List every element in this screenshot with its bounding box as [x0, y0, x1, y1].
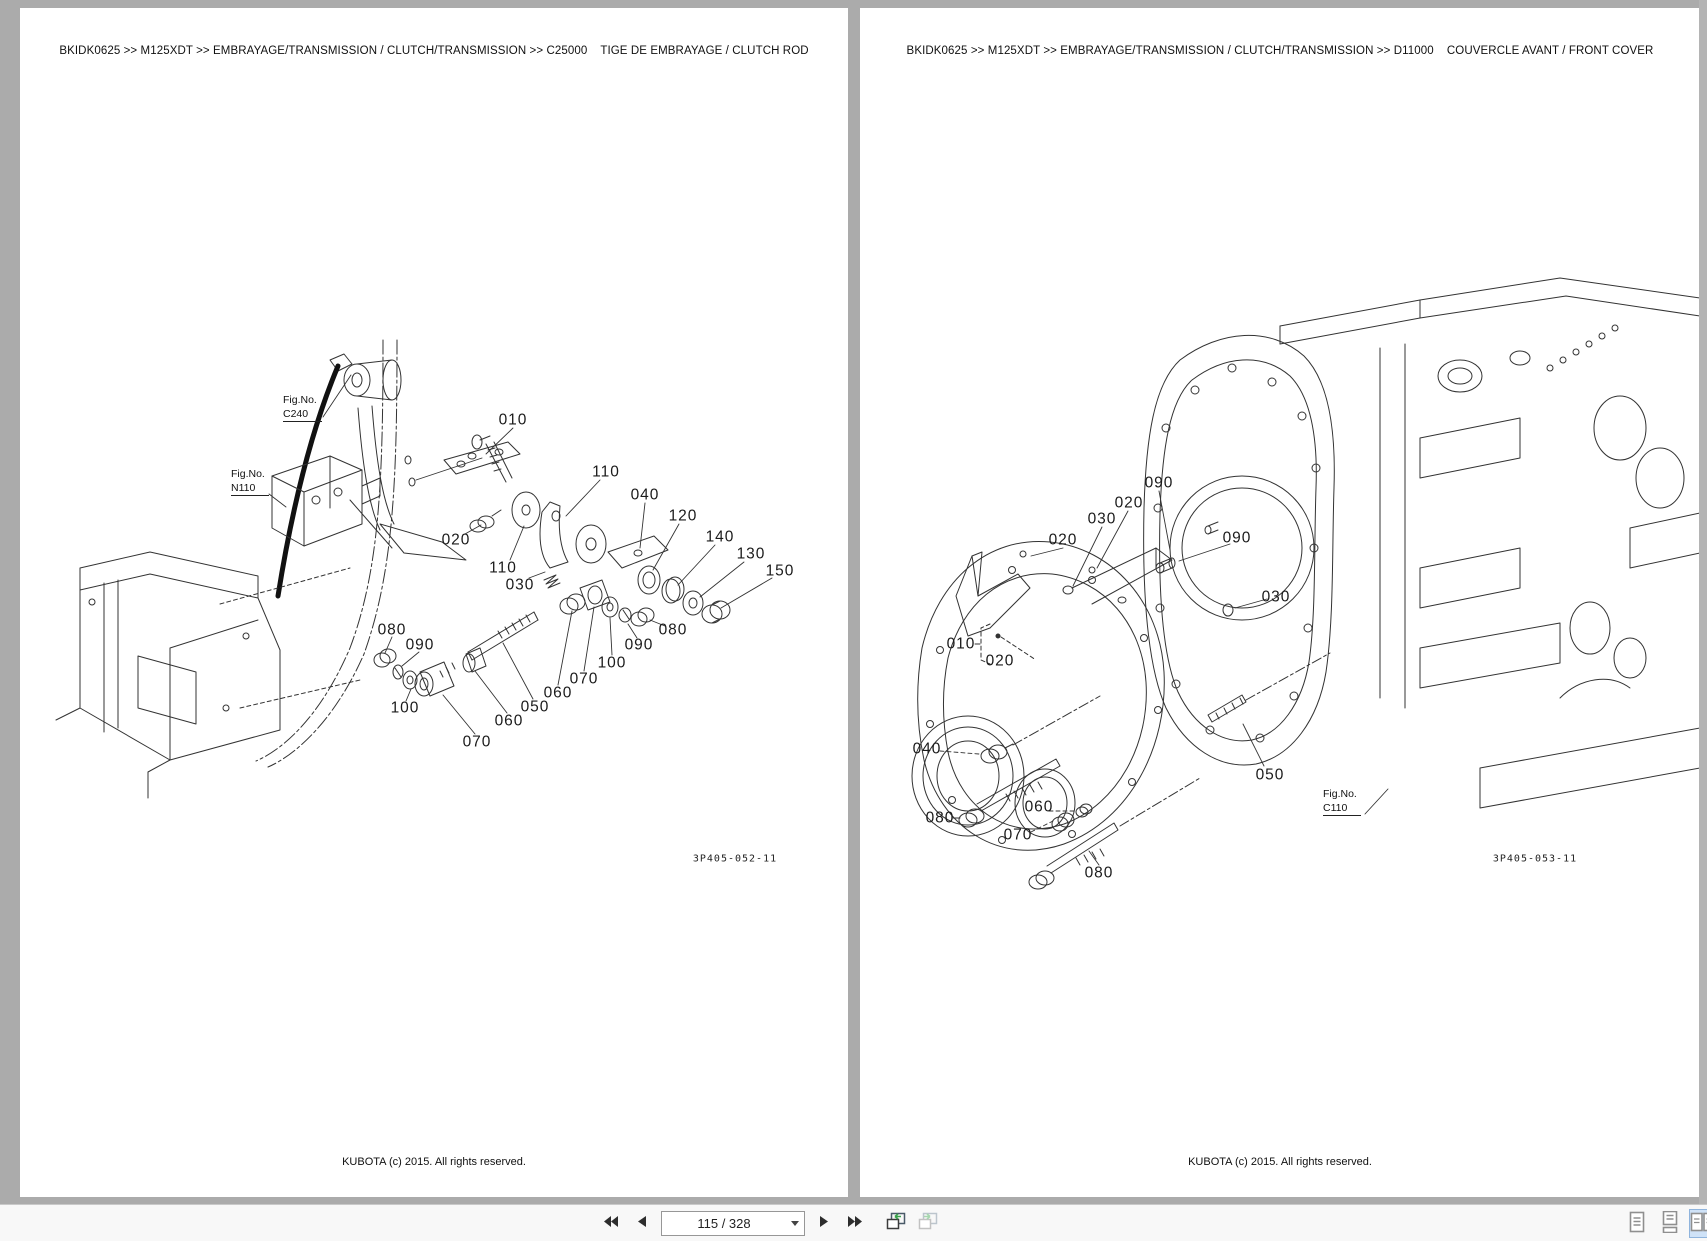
part-callout-030: 030 [1087, 510, 1117, 528]
part-callout-100: 100 [597, 654, 627, 672]
vertical-scrollbar[interactable] [1699, 0, 1707, 1204]
part-callout-020: 020 [441, 531, 471, 549]
part-callout-030: 030 [505, 576, 535, 594]
part-callout-020: 020 [1114, 494, 1144, 512]
triangle-right-icon [818, 1215, 830, 1231]
part-callout-080: 080 [1084, 864, 1114, 882]
triangle-left-icon [636, 1215, 648, 1231]
first-page-button[interactable] [597, 1210, 623, 1236]
part-callout-150: 150 [765, 562, 795, 580]
previous-page-button[interactable] [629, 1210, 655, 1236]
part-callout-090: 090 [1222, 529, 1252, 547]
page-right [860, 8, 1700, 1197]
double-triangle-right-icon [848, 1215, 864, 1231]
part-callout-070: 070 [462, 733, 492, 751]
part-callout-110: 110 [489, 559, 517, 577]
figure-ref-N110: Fig.No. N110 [231, 468, 269, 496]
part-callout-040: 040 [630, 486, 660, 504]
drawing-number: 3P405-052-11 [692, 853, 778, 865]
page-header-breadcrumb: BKIDK0625 >> M125XDT >> EMBRAYAGE/TRANSMISSION / CLUTCH/TRANSMISSION >> D11000 COUVERCLE AVANT / FRONT COVER [906, 45, 1654, 57]
page-layout-cluster [1623, 1209, 1707, 1238]
previous-view-button[interactable] [883, 1210, 909, 1236]
page-navigation-cluster [597, 1210, 941, 1236]
left-page-annotations [20, 8, 848, 1197]
window-arrow-left-icon [885, 1212, 907, 1234]
part-callout-040: 040 [912, 740, 942, 758]
continuous-view-button[interactable] [1656, 1209, 1684, 1238]
part-callout-110: 110 [592, 463, 620, 481]
part-callout-060: 060 [494, 712, 524, 730]
drawing-number: 3P405-053-11 [1492, 853, 1578, 865]
part-callout-100: 100 [390, 699, 420, 717]
next-view-button[interactable] [915, 1210, 941, 1236]
window-arrow-right-icon [917, 1212, 939, 1234]
part-callout-080: 080 [377, 621, 407, 639]
part-callout-020: 020 [985, 652, 1015, 670]
page-left [20, 8, 848, 1197]
viewer-toolbar [0, 1204, 1707, 1241]
double-triangle-left-icon [602, 1215, 618, 1231]
part-callout-120: 120 [668, 507, 698, 525]
part-callout-050: 050 [1255, 766, 1285, 784]
single-page-view-button[interactable] [1623, 1209, 1651, 1238]
next-page-button[interactable] [811, 1210, 837, 1236]
part-callout-090: 090 [624, 636, 654, 654]
page-continuous-icon [1660, 1211, 1680, 1236]
part-callout-020: 020 [1048, 531, 1078, 549]
copyright-footer: KUBOTA (c) 2015. All rights reserved. [342, 1156, 526, 1168]
last-page-button[interactable] [843, 1210, 869, 1236]
part-callout-060: 060 [1024, 798, 1054, 816]
figure-ref-C110: Fig.No. C110 [1323, 788, 1361, 816]
page-facing-icon [1690, 1211, 1707, 1236]
page-header-breadcrumb: BKIDK0625 >> M125XDT >> EMBRAYAGE/TRANSMISSION / CLUTCH/TRANSMISSION >> C25000 TIGE DE EMBRAYAGE / CLUTCH ROD [59, 45, 809, 57]
part-callout-050: 050 [520, 698, 550, 716]
part-callout-070: 070 [1003, 826, 1033, 844]
part-callout-010: 010 [498, 411, 528, 429]
facing-view-button[interactable] [1689, 1209, 1707, 1238]
part-callout-060: 060 [543, 684, 573, 702]
copyright-footer: KUBOTA (c) 2015. All rights reserved. [1188, 1156, 1372, 1168]
part-callout-080: 080 [925, 809, 955, 827]
part-callout-080: 080 [658, 621, 688, 639]
page-number-input[interactable] [662, 1215, 786, 1232]
part-callout-030: 030 [1261, 588, 1291, 606]
part-callout-130: 130 [736, 545, 766, 563]
part-callout-090: 090 [1144, 474, 1174, 492]
right-page-annotations [860, 8, 1700, 1197]
part-callout-090: 090 [405, 636, 435, 654]
part-callout-140: 140 [705, 528, 735, 546]
dropdown-caret-icon[interactable] [786, 1212, 804, 1235]
page-number-box[interactable] [661, 1211, 805, 1236]
part-callout-010: 010 [946, 635, 976, 653]
part-callout-070: 070 [569, 670, 599, 688]
figure-ref-C240: Fig.No. C240 [283, 394, 322, 422]
page-single-icon [1627, 1211, 1647, 1236]
